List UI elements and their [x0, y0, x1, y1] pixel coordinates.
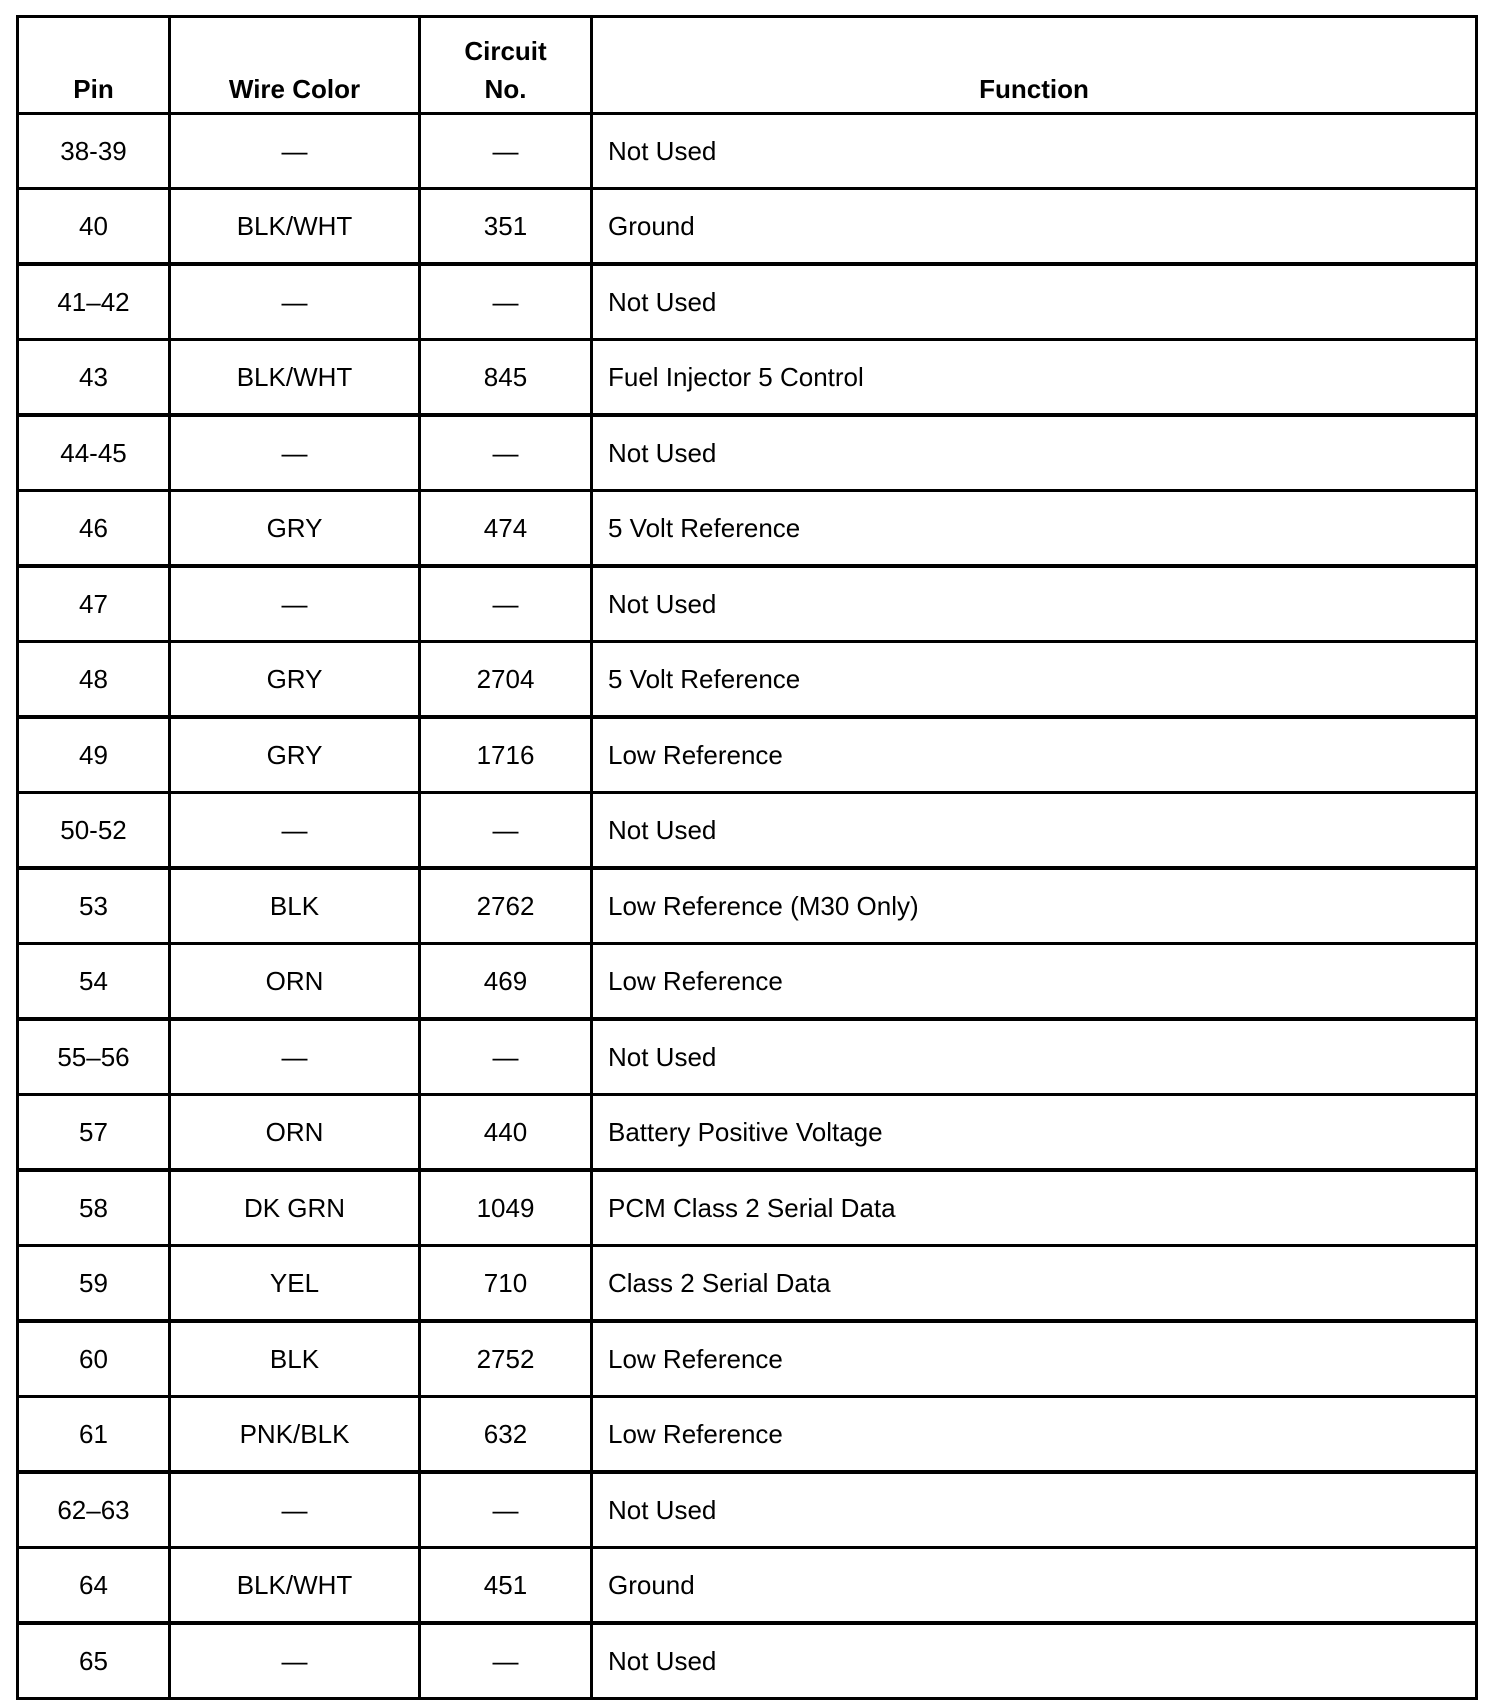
table-row — [18, 1472, 1477, 1548]
pin-cell: 44-45 — [18, 415, 170, 491]
function-cell: Low Reference — [592, 1397, 1477, 1473]
table-row — [18, 868, 1477, 944]
function-cell: Not Used — [592, 1019, 1477, 1095]
table-row — [18, 340, 1477, 416]
pin-cell: 65 — [18, 1623, 170, 1699]
wire-color-cell: — — [170, 1019, 420, 1095]
function-cell: Ground — [592, 189, 1477, 265]
header-pin — [18, 17, 170, 114]
circuit-number-cell: 469 — [420, 944, 592, 1020]
wire-color-cell: BLK — [170, 868, 420, 944]
function-cell: Low Reference — [592, 944, 1477, 1020]
pin-cell: 62–63 — [18, 1472, 170, 1548]
circuit-number-cell: 474 — [420, 491, 592, 567]
pin-cell: 59 — [18, 1246, 170, 1322]
pin-cell: 49 — [18, 717, 170, 793]
circuit-number-cell: 2752 — [420, 1321, 592, 1397]
header-wire-color-label: Wire Color — [228, 74, 361, 104]
circuit-number-cell: 2762 — [420, 868, 592, 944]
table-row — [18, 1321, 1477, 1397]
table-row — [18, 717, 1477, 793]
circuit-number-cell: 351 — [420, 189, 592, 265]
pin-cell: 50-52 — [18, 793, 170, 869]
wire-color-cell: — — [170, 114, 420, 189]
pin-cell: 38-39 — [18, 114, 170, 189]
circuit-number-cell: — — [420, 114, 592, 189]
table-body — [18, 114, 1477, 1699]
table-row — [18, 415, 1477, 491]
table-row — [18, 1397, 1477, 1473]
function-cell: Ground — [592, 1548, 1477, 1624]
function-cell: Not Used — [592, 1472, 1477, 1548]
circuit-number-cell: 1716 — [420, 717, 592, 793]
function-cell: Fuel Injector 5 Control — [592, 340, 1477, 416]
pin-cell: 46 — [18, 491, 170, 567]
wire-color-cell: DK GRN — [170, 1170, 420, 1246]
function-cell: Not Used — [592, 1623, 1477, 1699]
circuit-number-cell: 845 — [420, 340, 592, 416]
circuit-number-cell: 451 — [420, 1548, 592, 1624]
wire-color-cell: YEL — [170, 1246, 420, 1322]
wire-color-cell: GRY — [170, 642, 420, 718]
header-function-label: Function — [979, 74, 1089, 104]
function-cell: Battery Positive Voltage — [592, 1095, 1477, 1171]
circuit-number-cell: 2704 — [420, 642, 592, 718]
table-row — [18, 1246, 1477, 1322]
function-cell: Not Used — [592, 264, 1477, 340]
function-cell: 5 Volt Reference — [592, 491, 1477, 567]
function-cell: Low Reference — [592, 717, 1477, 793]
circuit-number-cell: — — [420, 1623, 592, 1699]
pin-cell: 47 — [18, 566, 170, 642]
pin-cell: 57 — [18, 1095, 170, 1171]
circuit-number-cell: — — [420, 415, 592, 491]
circuit-number-cell: — — [420, 264, 592, 340]
table-row — [18, 1095, 1477, 1171]
connector-pinout-table — [16, 15, 1478, 1700]
table-row — [18, 793, 1477, 869]
wire-color-cell: BLK — [170, 1321, 420, 1397]
circuit-number-cell: 710 — [420, 1246, 592, 1322]
pin-cell: 55–56 — [18, 1019, 170, 1095]
wire-color-cell: — — [170, 566, 420, 642]
wire-color-cell: BLK/WHT — [170, 189, 420, 265]
table-row — [18, 491, 1477, 567]
wire-color-cell: — — [170, 1472, 420, 1548]
circuit-number-cell: 632 — [420, 1397, 592, 1473]
pin-cell: 53 — [18, 868, 170, 944]
pin-cell: 43 — [18, 340, 170, 416]
table-row — [18, 1548, 1477, 1624]
pin-cell: 41–42 — [18, 264, 170, 340]
wire-color-cell: ORN — [170, 944, 420, 1020]
function-cell: 5 Volt Reference — [592, 642, 1477, 718]
circuit-number-cell: — — [420, 1472, 592, 1548]
pin-cell: 40 — [18, 189, 170, 265]
table-row — [18, 1170, 1477, 1246]
connector-pinout-table-container — [16, 15, 1478, 1700]
circuit-number-cell: — — [420, 566, 592, 642]
table-header-row — [18, 17, 1477, 114]
circuit-number-cell: — — [420, 1019, 592, 1095]
header-circuit-line1: Circuit — [464, 36, 547, 66]
wire-color-cell: — — [170, 1623, 420, 1699]
function-cell: Not Used — [592, 415, 1477, 491]
table-row — [18, 1019, 1477, 1095]
wire-color-cell: ORN — [170, 1095, 420, 1171]
pin-cell: 60 — [18, 1321, 170, 1397]
function-cell: Not Used — [592, 114, 1477, 189]
table-row — [18, 264, 1477, 340]
pin-cell: 64 — [18, 1548, 170, 1624]
table-row — [18, 114, 1477, 189]
header-circuit-line2: No. — [484, 74, 527, 104]
wire-color-cell: — — [170, 793, 420, 869]
header-wire-color — [170, 17, 420, 114]
table-row — [18, 944, 1477, 1020]
function-cell: PCM Class 2 Serial Data — [592, 1170, 1477, 1246]
function-cell: Not Used — [592, 793, 1477, 869]
table-row — [18, 642, 1477, 718]
pin-cell: 61 — [18, 1397, 170, 1473]
wire-color-cell: GRY — [170, 491, 420, 567]
table-row — [18, 566, 1477, 642]
table-row — [18, 1623, 1477, 1699]
pin-cell: 54 — [18, 944, 170, 1020]
wire-color-cell: BLK/WHT — [170, 340, 420, 416]
function-cell: Low Reference — [592, 1321, 1477, 1397]
table-row — [18, 189, 1477, 265]
function-cell: Class 2 Serial Data — [592, 1246, 1477, 1322]
pin-cell: 58 — [18, 1170, 170, 1246]
circuit-number-cell: 1049 — [420, 1170, 592, 1246]
wire-color-cell: BLK/WHT — [170, 1548, 420, 1624]
header-function — [592, 17, 1477, 114]
pin-cell: 48 — [18, 642, 170, 718]
circuit-number-cell: 440 — [420, 1095, 592, 1171]
wire-color-cell: GRY — [170, 717, 420, 793]
wire-color-cell: — — [170, 415, 420, 491]
circuit-number-cell: — — [420, 793, 592, 869]
function-cell: Not Used — [592, 566, 1477, 642]
wire-color-cell: PNK/BLK — [170, 1397, 420, 1473]
wire-color-cell: — — [170, 264, 420, 340]
header-pin-label: Pin — [73, 74, 114, 104]
function-cell: Low Reference (M30 Only) — [592, 868, 1477, 944]
header-circuit-no — [420, 17, 592, 114]
